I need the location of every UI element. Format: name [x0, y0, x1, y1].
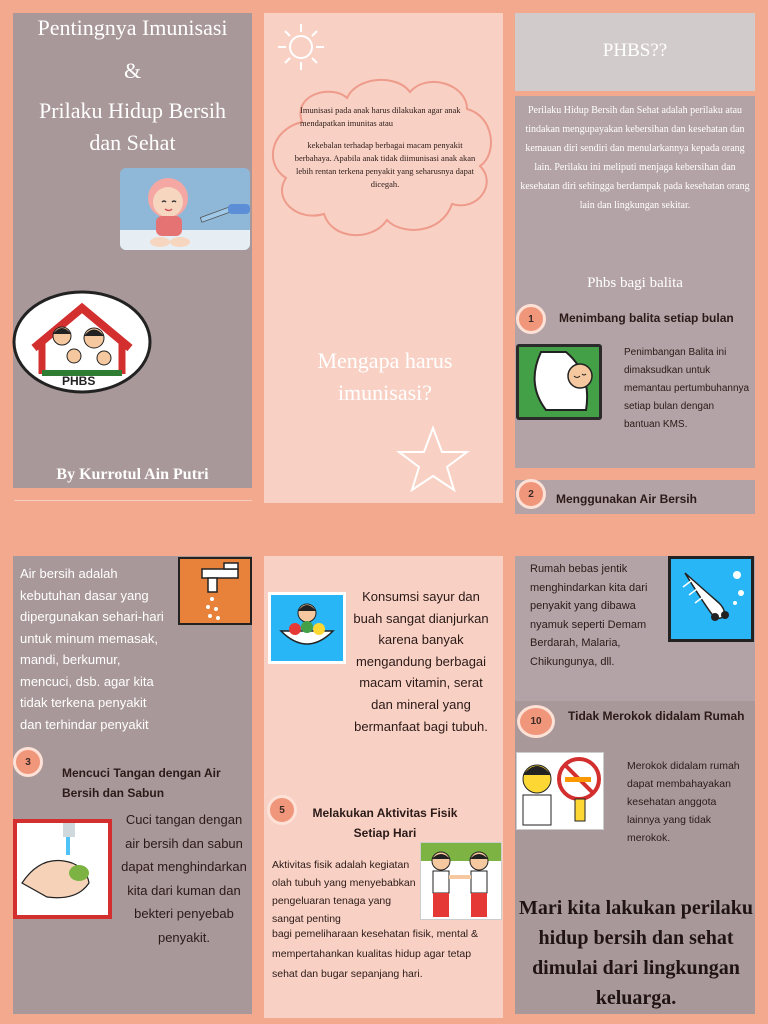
closing-message: Mari kita lakukan perilaku hidup bersih dan sehat dimulai dari lingkungan keluarga. — [519, 897, 753, 1009]
weighing-baby-image — [516, 344, 602, 420]
handwashing-image — [13, 819, 112, 919]
cover-ampersand: & — [123, 58, 142, 83]
phbs-logo-text: PHBS — [62, 374, 96, 388]
phbs-definition: Perilaku Hidup Bersih dan Sehat adalah perilaku atau tindakan mengupayakan kebersihan dan kesehatan dan kemauan diri sendiri dan menularkannya kepada orang lain. Perilaku ini meliputi menjaga kebersihan dan kesehatan diri sehingga berdampak pada kesehatan orang lain dan lingkungan sekitar. — [520, 105, 750, 211]
item5-title: Melakukan Aktivitas Fisik Setiap Hari — [312, 806, 458, 840]
why-immunization-heading: Mengapa harus imunisasi? — [317, 348, 453, 405]
cover-author: By Kurrotul Ain Putri — [56, 466, 209, 483]
item10-description: Merokok didalam rumah dapat membahayakan kesehatan anggota lainnya yang tidak merokok. — [627, 760, 740, 844]
number-badge-2: 2 — [516, 479, 546, 509]
jentik-text: Rumah bebas jentik menghindarkan kita dari penyakit yang dibawa nyamuk seperti Demam Berdarah, Malaria, Chikungunya, dll. — [530, 563, 648, 668]
item1-description: Penimbangan Balita ini dimaksudkan untuk memantau pertumbuhannya setiap bulan dengan bantuan KMS. — [624, 347, 750, 430]
number-badge-1: 1 — [516, 304, 546, 334]
star-icon — [396, 424, 470, 492]
item1-title: Menimbang balita setiap bulan — [559, 311, 734, 325]
cloud-text-1: Imunisasi pada anak harus dilakukan agar anak mendapatkan imunitas atau — [300, 105, 461, 128]
cover-divider — [14, 500, 252, 501]
item2-title: Menggunakan Air Bersih — [556, 492, 697, 506]
cover-panel — [13, 13, 252, 488]
faucet-image — [178, 557, 252, 625]
item5-description-b: bagi pemeliharaan kesehatan fisik, mental & mempertahankan kualitas hidup agar tetap sehat dan bugar sepanjang hari. — [272, 928, 479, 980]
cover-title-1: Pentingnya Imunisasi — [37, 15, 228, 40]
cover-title-2: Prilaku Hidup Bersih dan Sehat — [39, 98, 226, 155]
number-badge-10: 10 — [517, 705, 555, 738]
item10-title: Tidak Merokok didalam Rumah — [568, 709, 745, 723]
baby-immunization-image — [120, 168, 250, 250]
cloud-text-2: kekebalan terhadap berbagai macam penyakit berbahaya. Apabila anak tidak diimunisasi anak akan lebih rentan terkena penyakit yang seharusnya dapat dicegah. — [294, 140, 476, 189]
phbs-balita-subheading: Phbs bagi balita — [587, 275, 683, 291]
fruit-vegetables-text: Konsumsi sayur dan buah sangat dianjurkan karena banyak mengandung berbagai macam vitamin, serat dan mineral yang bermanfaat bagi tubuh. — [353, 589, 489, 734]
item5-description-a: Aktivitas fisik adalah kegiatan olah tubuh yang menyebabkan pengeluaran tenaga yang sangat penting — [272, 859, 416, 925]
larva-image — [668, 556, 754, 642]
no-smoking-image — [516, 752, 604, 830]
clean-water-text-1 — [20, 563, 170, 735]
phbs-header: PHBS?? — [602, 40, 668, 61]
exercise-image — [420, 842, 502, 920]
number-badge-5: 5 — [267, 795, 297, 825]
item3-description: Cuci tangan dengan air bersih dan sabun dapat menghindarkan kita dari kuman dan bekteri penyebab penyakit. — [121, 812, 247, 945]
fruit-bowl-image — [268, 592, 346, 664]
number-badge-3: 3 — [13, 747, 43, 777]
clean-water-text: Air bersih adalah kebutuhan dasar yang dipergunakan sehari-hari untuk minum memasak, mandi, berkumur, mencuci, dsb. agar kita tidak terkena penyakit dan terhindar penyakit — [20, 566, 164, 732]
item3-title: Mencuci Tangan dengan Air Bersih dan Sabun — [62, 766, 221, 800]
